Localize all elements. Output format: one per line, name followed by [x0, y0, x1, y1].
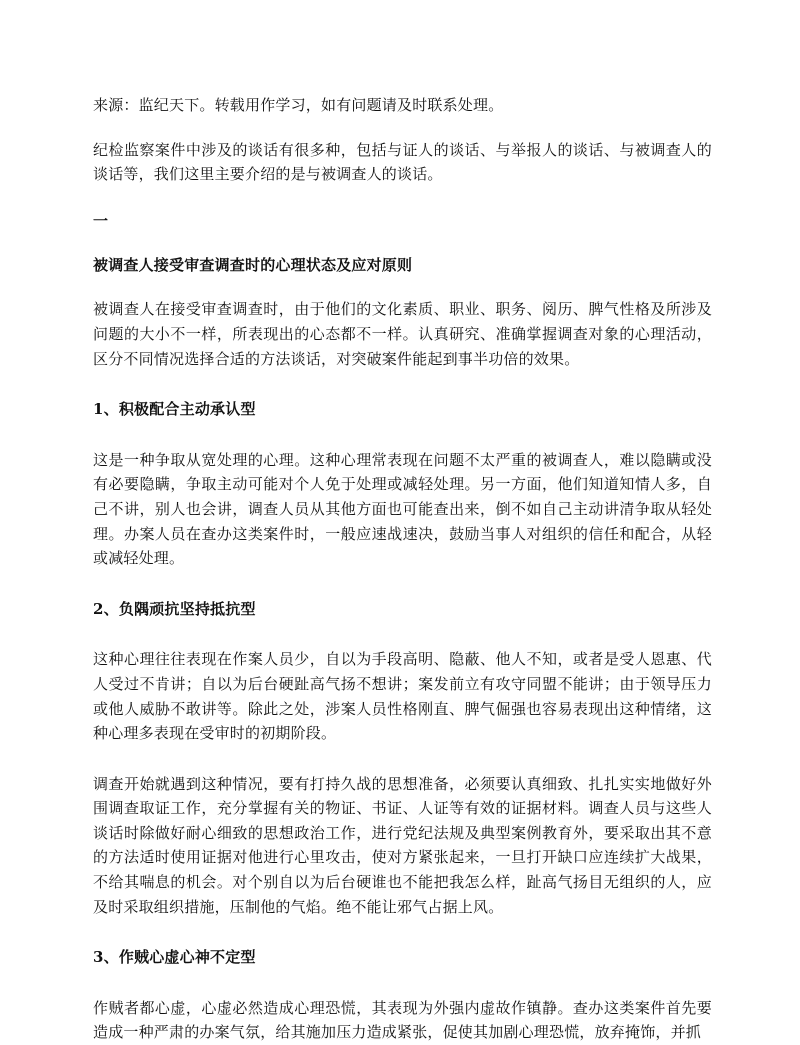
- section-intro-paragraph: 被调查人在接受审查调查时，由于他们的文化素质、职业、职务、阅历、脾气性格及所涉及问题的大小不一样，所表现出的心态都不一样。认真研究、准确掌握调查对象的心理活动，区分不同情况选择合适的方法谈话，对突破案件能起到事半功倍的效果。: [93, 300, 712, 368]
- intro-paragraph: 纪检监察案件中涉及的谈话有很多种，包括与证人的谈话、与举报人的谈话、与被调查人的谈话等，我们这里主要介绍的是与被调查人的谈话。: [93, 140, 712, 184]
- type-2-paragraph-1: 这种心理往往表现在作案人员少，自以为手段高明、隐蔽、他人不知，或者是受人恩惠、代人受过不肯讲；自以为后台硬趾高气扬不想讲；案发前立有攻守同盟不能讲；由于领导压力或他人威胁不敢讲等。除此之处，涉案人员性格刚直、脾气倔强也容易表现出这种情绪，这种心理多表现在受审时的初期阶段。: [93, 650, 712, 743]
- type-2-paragraph-2: 调查开始就遇到这种情况，要有打持久战的思想准备，必须要认真细致、扎扎实实地做好外围调查取证工作，充分掌握有关的物证、书证、人证等有效的证据材料。调查人员与这些人谈话时除做好耐心细致的思想政治工作，进行党纪法规及典型案例教育外，要采取出其不意的方法适时使用证据对他进行心里攻击，使对方紧张起来，一旦打开缺口应连续扩大战果，不给其喘息的机会。对个别自以为后台硬谁也不能把我怎么样，趾高气扬目无组织的人，应及时采取组织措施，压制他的气焰。绝不能让邪气占据上风。: [93, 774, 712, 916]
- type-3-paragraph: 作贼者都心虚，心虚必然造成心理恐慌，其表现为外强内虚故作镇静。查办这类案件首先要造成一种严肃的办案气氛，给其施加压力造成紧张，促使其加剧心理恐慌，放弃掩饰，并抓: [93, 998, 712, 1042]
- section-number: 一: [93, 211, 109, 230]
- section-title: 被调查人接受审查调查时的心理状态及应对原则: [93, 255, 413, 274]
- type-1-paragraph: 这是一种争取从宽处理的心理。这种心理常表现在问题不太严重的被调查人，难以隐瞒或没有必要隐瞒，争取主动可能对个人免于处理或减轻处理。另一方面，他们知道知情人多，自己不讲，别人也会讲，调查人员从其他方面也可能查出来，倒不如自己主动讲清争取从轻处理。办案人员在查办这类案件时，一般应速战速决，鼓励当事人对组织的信任和配合，从轻或减轻处理。: [93, 450, 712, 568]
- source-line: 来源：监纪天下。转载用作学习，如有问题请及时联系处理。: [93, 96, 504, 114]
- type-2-heading: 2、负隅顽抗坚持抵抗型: [93, 599, 256, 618]
- type-1-heading: 1、积极配合主动承认型: [93, 400, 256, 419]
- type-3-heading: 3、作贼心虚心神不定型: [93, 948, 256, 967]
